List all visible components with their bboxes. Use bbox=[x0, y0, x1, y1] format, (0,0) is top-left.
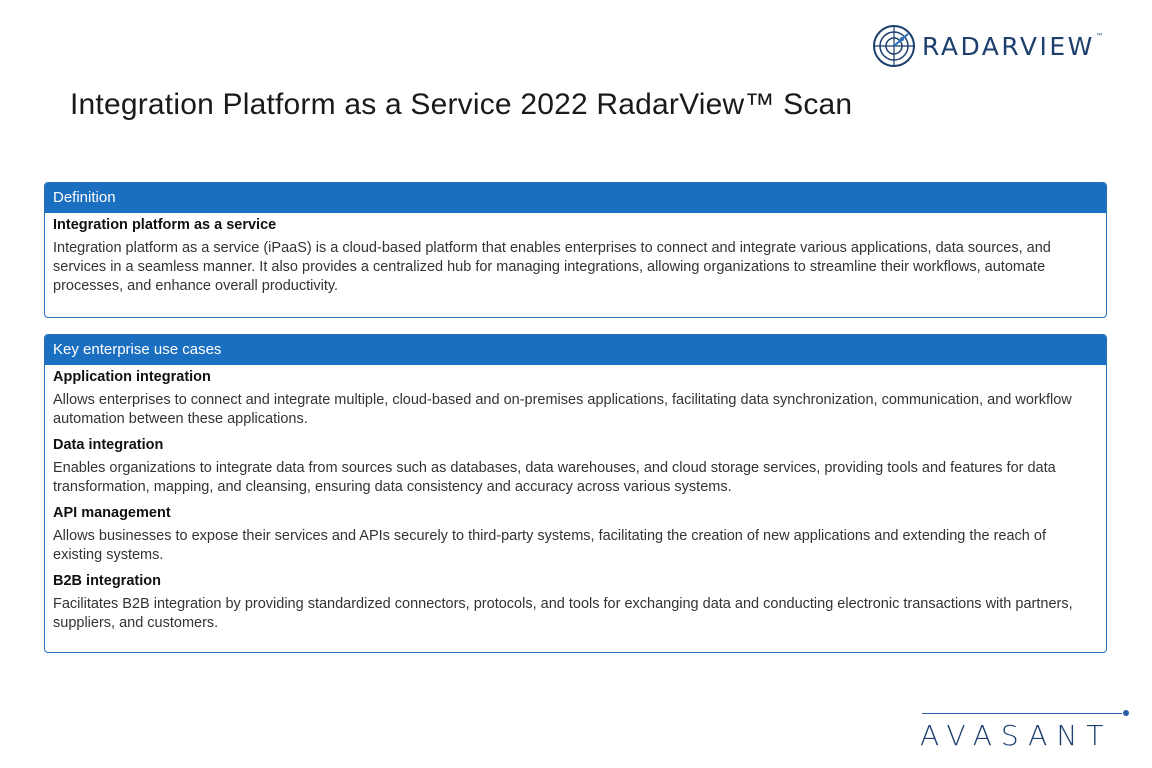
avasant-logo-line bbox=[922, 713, 1122, 714]
radarview-wordmark: RADARVIEW™ bbox=[922, 31, 1104, 61]
definition-header: Definition bbox=[45, 183, 1106, 213]
definition-text: Integration platform as a service (iPaaS) is a cloud-based platform that enables enterprises to connect and integrate various applications, data sources, and services in a seamless manner. It also provides a centralized hub for managing integrations, allowing organizations to streamline their workflows, automate processes, and enhance overall productivity. bbox=[53, 240, 1051, 294]
use-case-title-data-integration: Data integration bbox=[53, 437, 164, 453]
definition-subtitle: Integration platform as a service bbox=[53, 217, 277, 233]
use-cases-header: Key enterprise use cases bbox=[45, 335, 1106, 365]
use-case-title-api-management: API management bbox=[53, 505, 171, 521]
radarview-logo bbox=[872, 24, 1104, 68]
use-case-title-application-integration: Application integration bbox=[53, 369, 211, 385]
avasant-logo bbox=[920, 705, 1132, 750]
page-title: Integration Platform as a Service 2022 RadarView™ Scan bbox=[70, 88, 853, 121]
avasant-logo-dot bbox=[1123, 710, 1129, 716]
use-case-text-data-integration: Enables organizations to integrate data from sources such as databases, data warehouses, and cloud storage services, providing tools and features for data transformation, mapping, and cleansing, ensuring data consistency and accuracy across various systems. bbox=[53, 460, 1056, 495]
radar-icon bbox=[872, 24, 916, 68]
avasant-wordmark: AVASANT bbox=[920, 719, 1113, 752]
use-cases-panel bbox=[44, 334, 1107, 653]
use-case-title-b2b-integration: B2B integration bbox=[53, 573, 161, 589]
use-case-text-application-integration: Allows enterprises to connect and integrate multiple, cloud-based and on-premises applications, facilitating data synchronization, communication, and workflow automation between these applications. bbox=[53, 392, 1072, 427]
definition-panel bbox=[44, 182, 1107, 318]
use-case-text-api-management: Allows businesses to expose their services and APIs securely to third-party systems, facilitating the creation of new applications and extending the reach of existing systems. bbox=[53, 528, 1046, 563]
use-case-text-b2b-integration: Facilitates B2B integration by providing standardized connectors, protocols, and tools for exchanging data and conducting electronic transactions with partners, suppliers, and customers. bbox=[53, 596, 1073, 631]
